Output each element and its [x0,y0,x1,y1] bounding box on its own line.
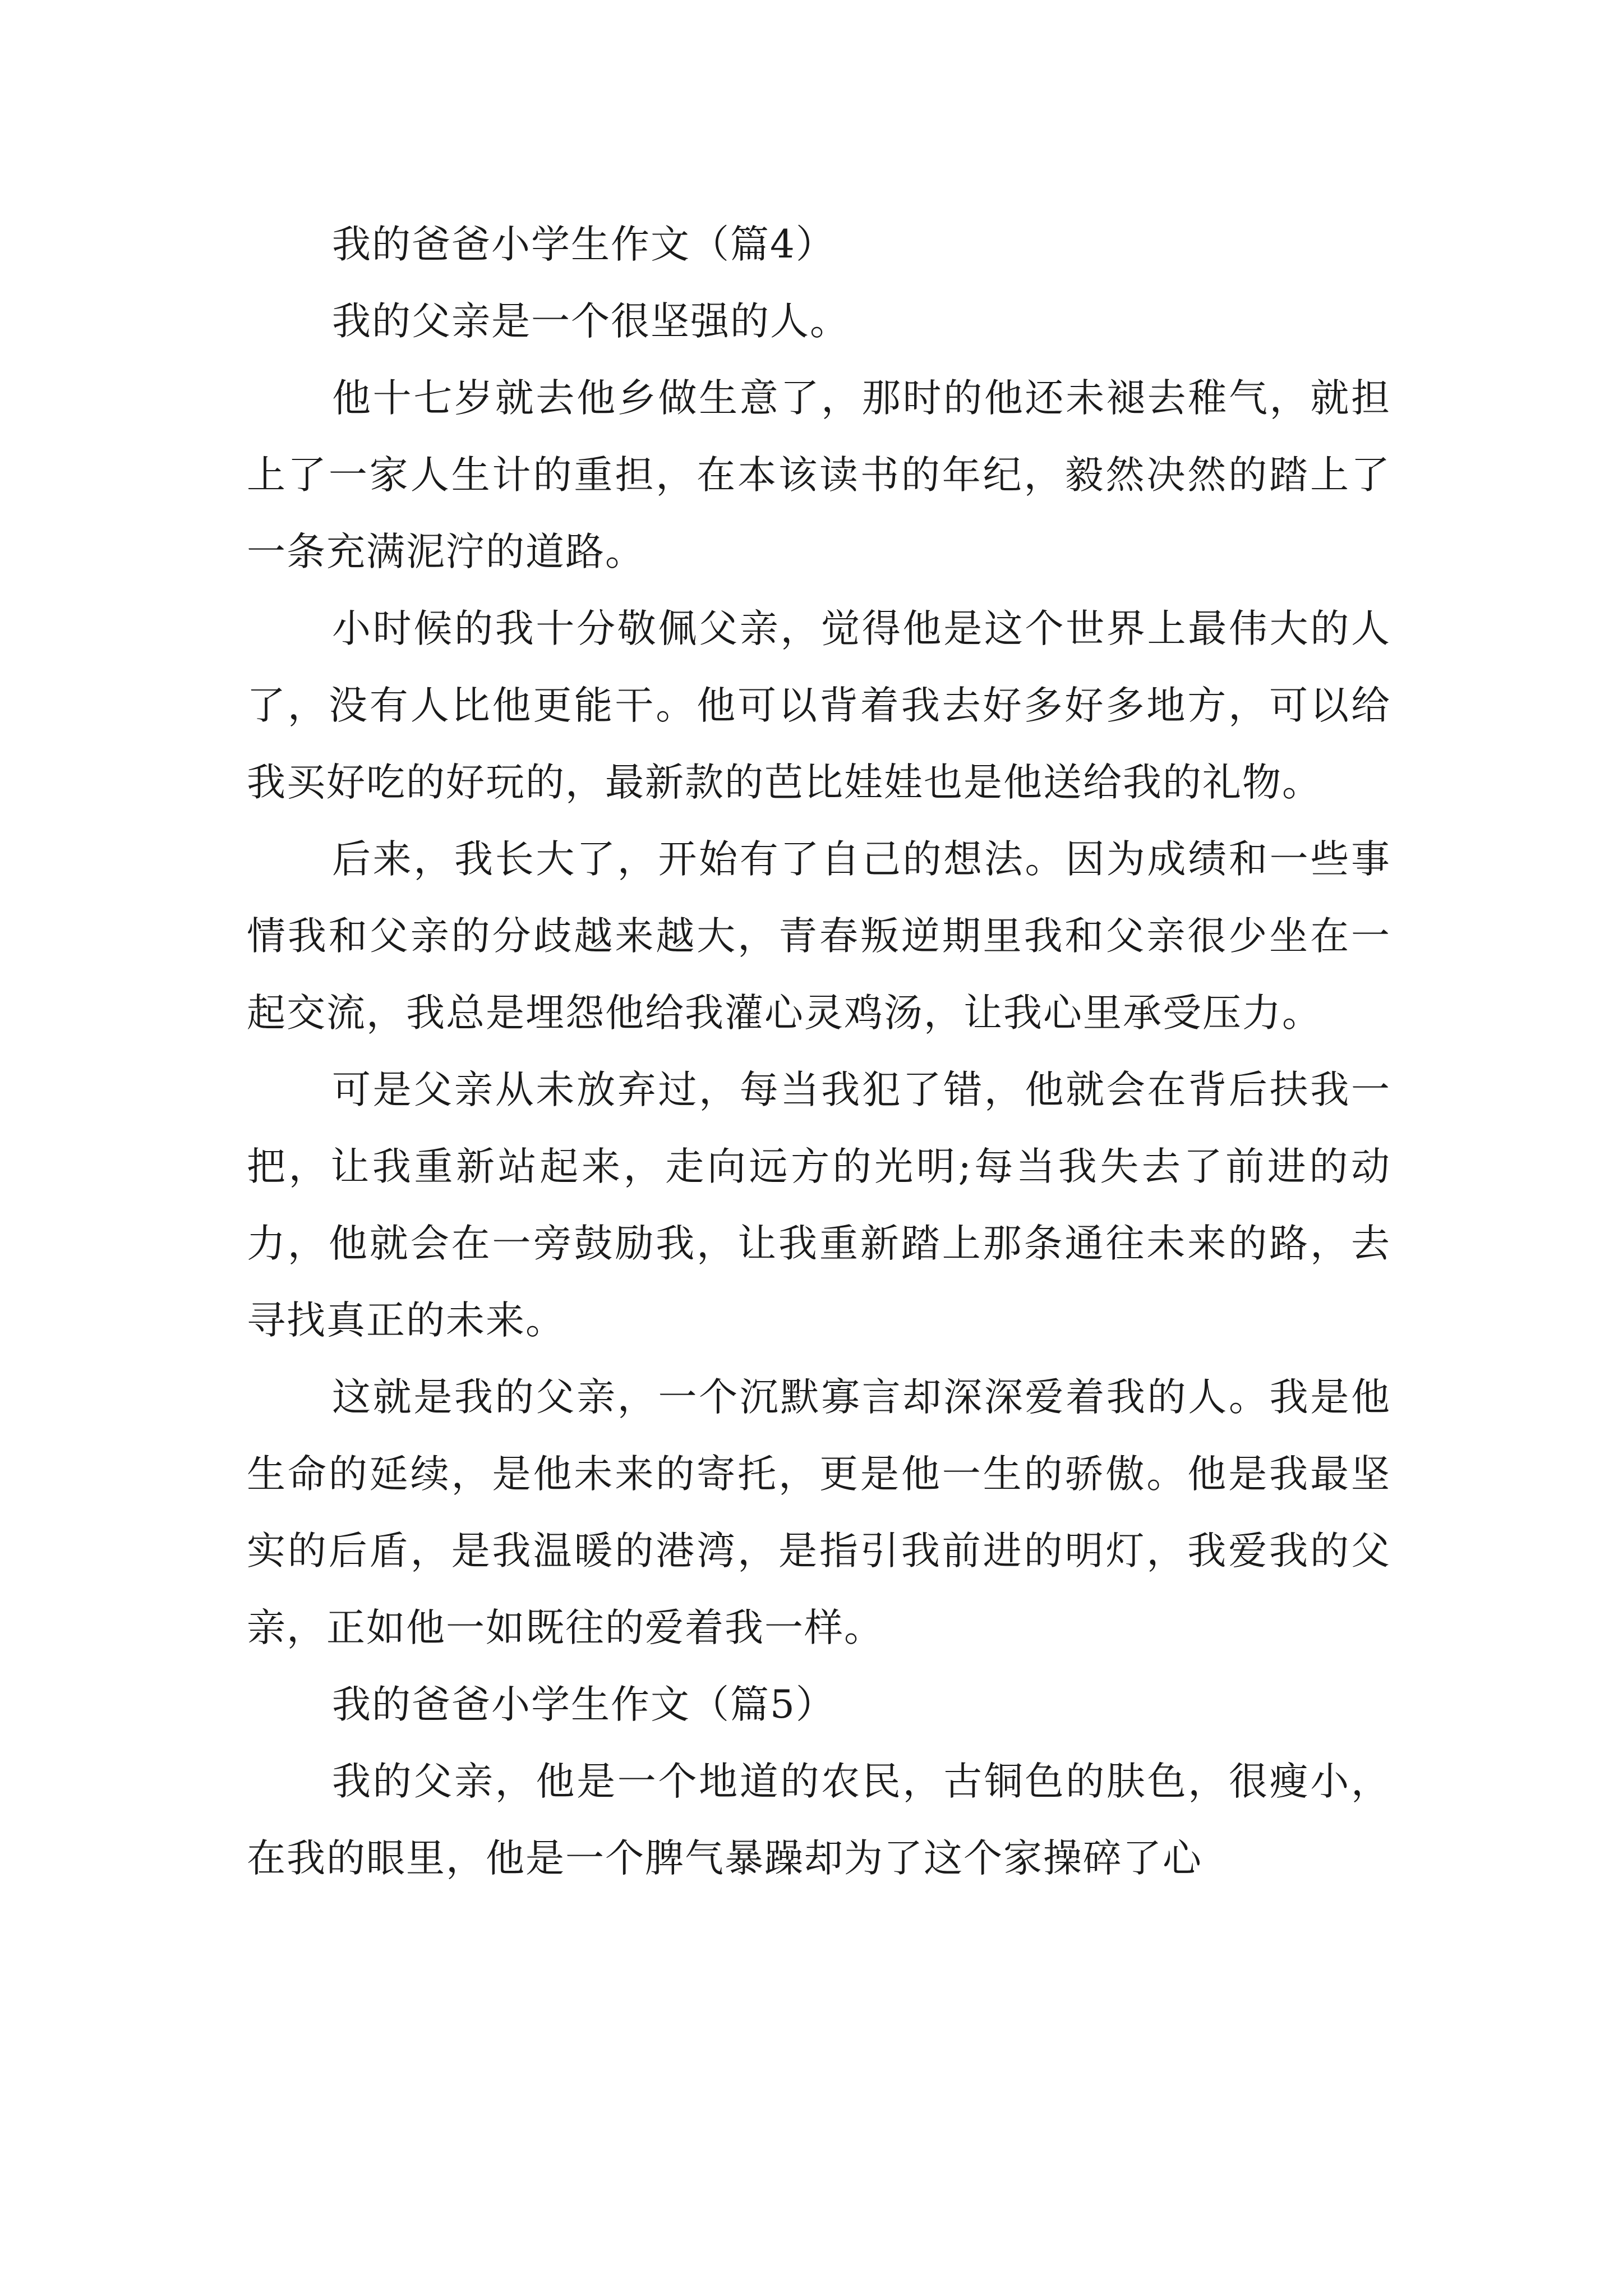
essay-heading-4: 我的爸爸小学生作文（篇4） [332,222,836,267]
paragraph: 后来，我长大了，开始有了自己的想法。因为成绩和一些事情我和父亲的分歧越来越大，青春叛逆期里我和父亲很少坐在一起交流，我总是埋怨他给我灌心灵鸡汤，让我心里承受压力。 [247,837,1391,1036]
paragraph: 他十七岁就去他乡做生意了，那时的他还未褪去稚气，就担上了一家人生计的重担，在本该读书的年纪，毅然决然的踏上了一条充满泥泞的道路。 [247,376,1391,574]
essay-body [247,206,1391,1897]
paragraph: 可是父亲从未放弃过，每当我犯了错，他就会在背后扶我一把，让我重新站起来，走向远方的光明;每当我失去了前进的动力，他就会在一旁鼓励我，让我重新踏上那条通往未来的路，去寻找真正的未来。 [247,1068,1391,1343]
paragraph: 我的父亲是一个很坚强的人。 [332,299,850,344]
essay-heading-5: 我的爸爸小学生作文（篇5） [332,1682,836,1727]
paragraph: 小时候的我十分敬佩父亲，觉得他是这个世界上最伟大的人了，没有人比他更能干。他可以背着我去好多好多地方，可以给我买好吃的好玩的，最新款的芭比娃娃也是他送给我的礼物。 [247,606,1391,805]
paragraph: 我的父亲，他是一个地道的农民，古铜色的肤色，很瘦小，在我的眼里，他是一个脾气暴躁却为了这个家操碎了心 [247,1759,1391,1881]
paragraph: 这就是我的父亲，一个沉默寡言却深深爱着我的人。我是他生命的延续，是他未来的寄托，更是他一生的骄傲。他是我最坚实的后盾，是我温暖的港湾，是指引我前进的明灯，我爱我的父亲，正如他一如既往的爱着我一样。 [247,1375,1391,1650]
